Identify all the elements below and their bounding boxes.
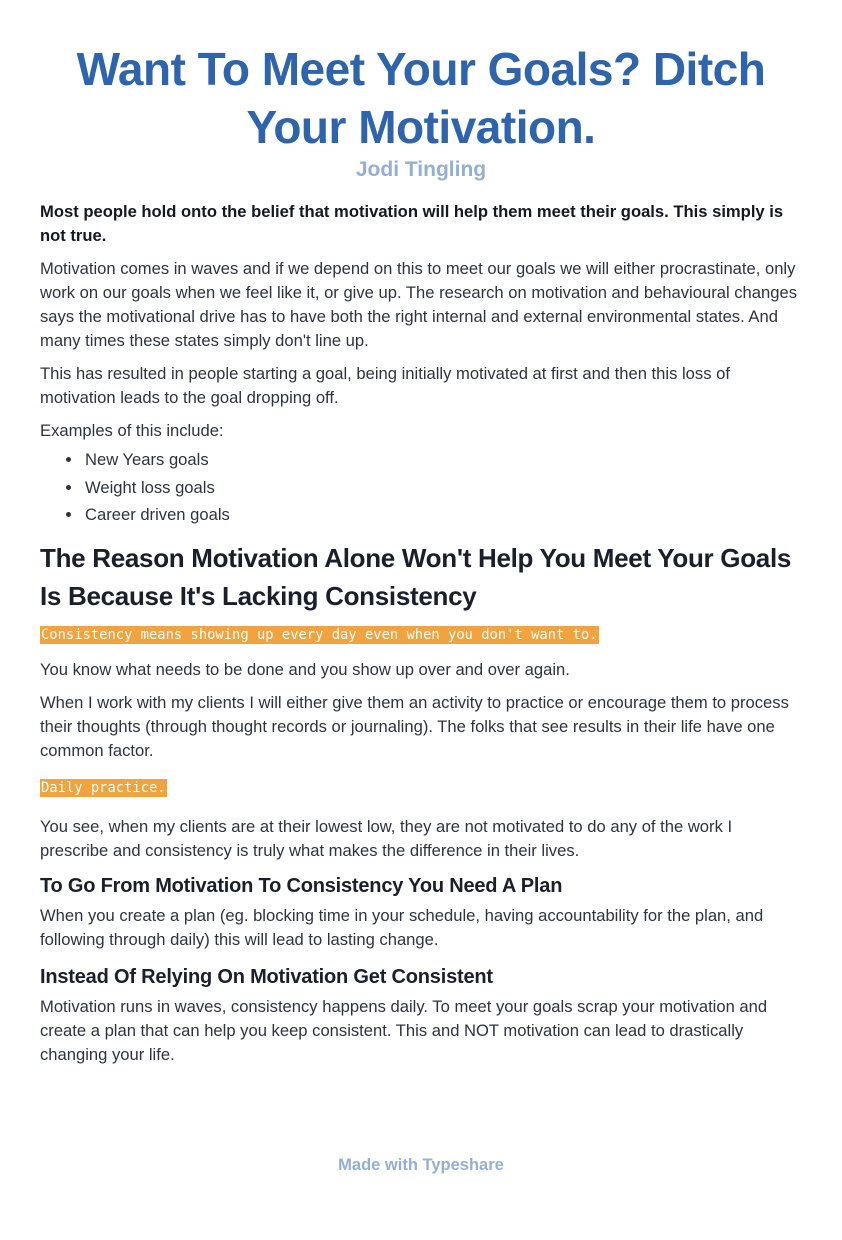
section-heading-get-consistent: Instead Of Relying On Motivation Get Consistent: [40, 965, 493, 988]
intro-paragraph-1: Motivation comes in waves and if we depend on this to meet our goals we will either procrastinate, only work on our goals when we feel like it, or give up. The research on motivation and behavioural changes says the motivational drive has to have both the right internal and external environmental states. And many times these states simply don't line up.: [40, 259, 797, 350]
section1-paragraph-2: When I work with my clients I will either give them an activity to practice or encourage them to process their thoughts (through thought records or journaling). The folks that see results in their life have one common factor.: [40, 692, 789, 760]
intro-paragraph-2: This has resulted in people starting a goal, being initially motivated at first and then this loss of motivation leads to the goal dropping off.: [40, 364, 730, 407]
section-heading-plan: To Go From Motivation To Consistency You Need A Plan: [40, 874, 563, 897]
section1-paragraph-3: You see, when my clients are at their lowest low, they are not motivated to do any of the work I prescribe and consistency is truly what makes the difference in their lives.: [40, 816, 733, 860]
lead-paragraph: Most people hold onto the belief that motivation will help them meet their goals. This simply is not true.: [40, 202, 784, 245]
section1-paragraph-1: You know what needs to be done and you show up over and over again.: [40, 659, 570, 679]
section3-paragraph-1: Motivation runs in waves, consistency happens daily. To meet your goals scrap your motivation and create a plan that can help you keep consistent. This and NOT motivation can lead to drastically changing your life.: [40, 996, 768, 1064]
footer-credit: Made with Typeshare: [338, 1156, 504, 1174]
highlight-text: Daily practice.: [41, 779, 166, 796]
author-name: Jodi Tingling: [355, 158, 487, 181]
highlight-block-1: [40, 624, 802, 646]
section2-paragraph-1: When you create a plan (eg. blocking time in your schedule, having accountability for the plan, and following through daily) this will lead to lasting change.: [40, 905, 764, 949]
article-page: [0, 40, 842, 1240]
list-item: • Career driven goals: [83, 501, 802, 529]
section-heading-consistency: The Reason Motivation Alone Won't Help You Meet Your Goals Is Because It's Lacking Consistency: [40, 542, 792, 611]
highlight-block-2: [40, 777, 802, 799]
intro-paragraph-3: Examples of this include:: [40, 421, 224, 440]
list-item: • Weight loss goals: [83, 474, 802, 502]
list-item: • New Years goals: [83, 446, 802, 474]
examples-list: [40, 446, 802, 529]
highlight-text: Consistency means showing up every day even when you don't want to.: [41, 626, 598, 643]
article-title: Want To Meet Your Goals? Ditch Your Motivation.: [76, 43, 766, 153]
